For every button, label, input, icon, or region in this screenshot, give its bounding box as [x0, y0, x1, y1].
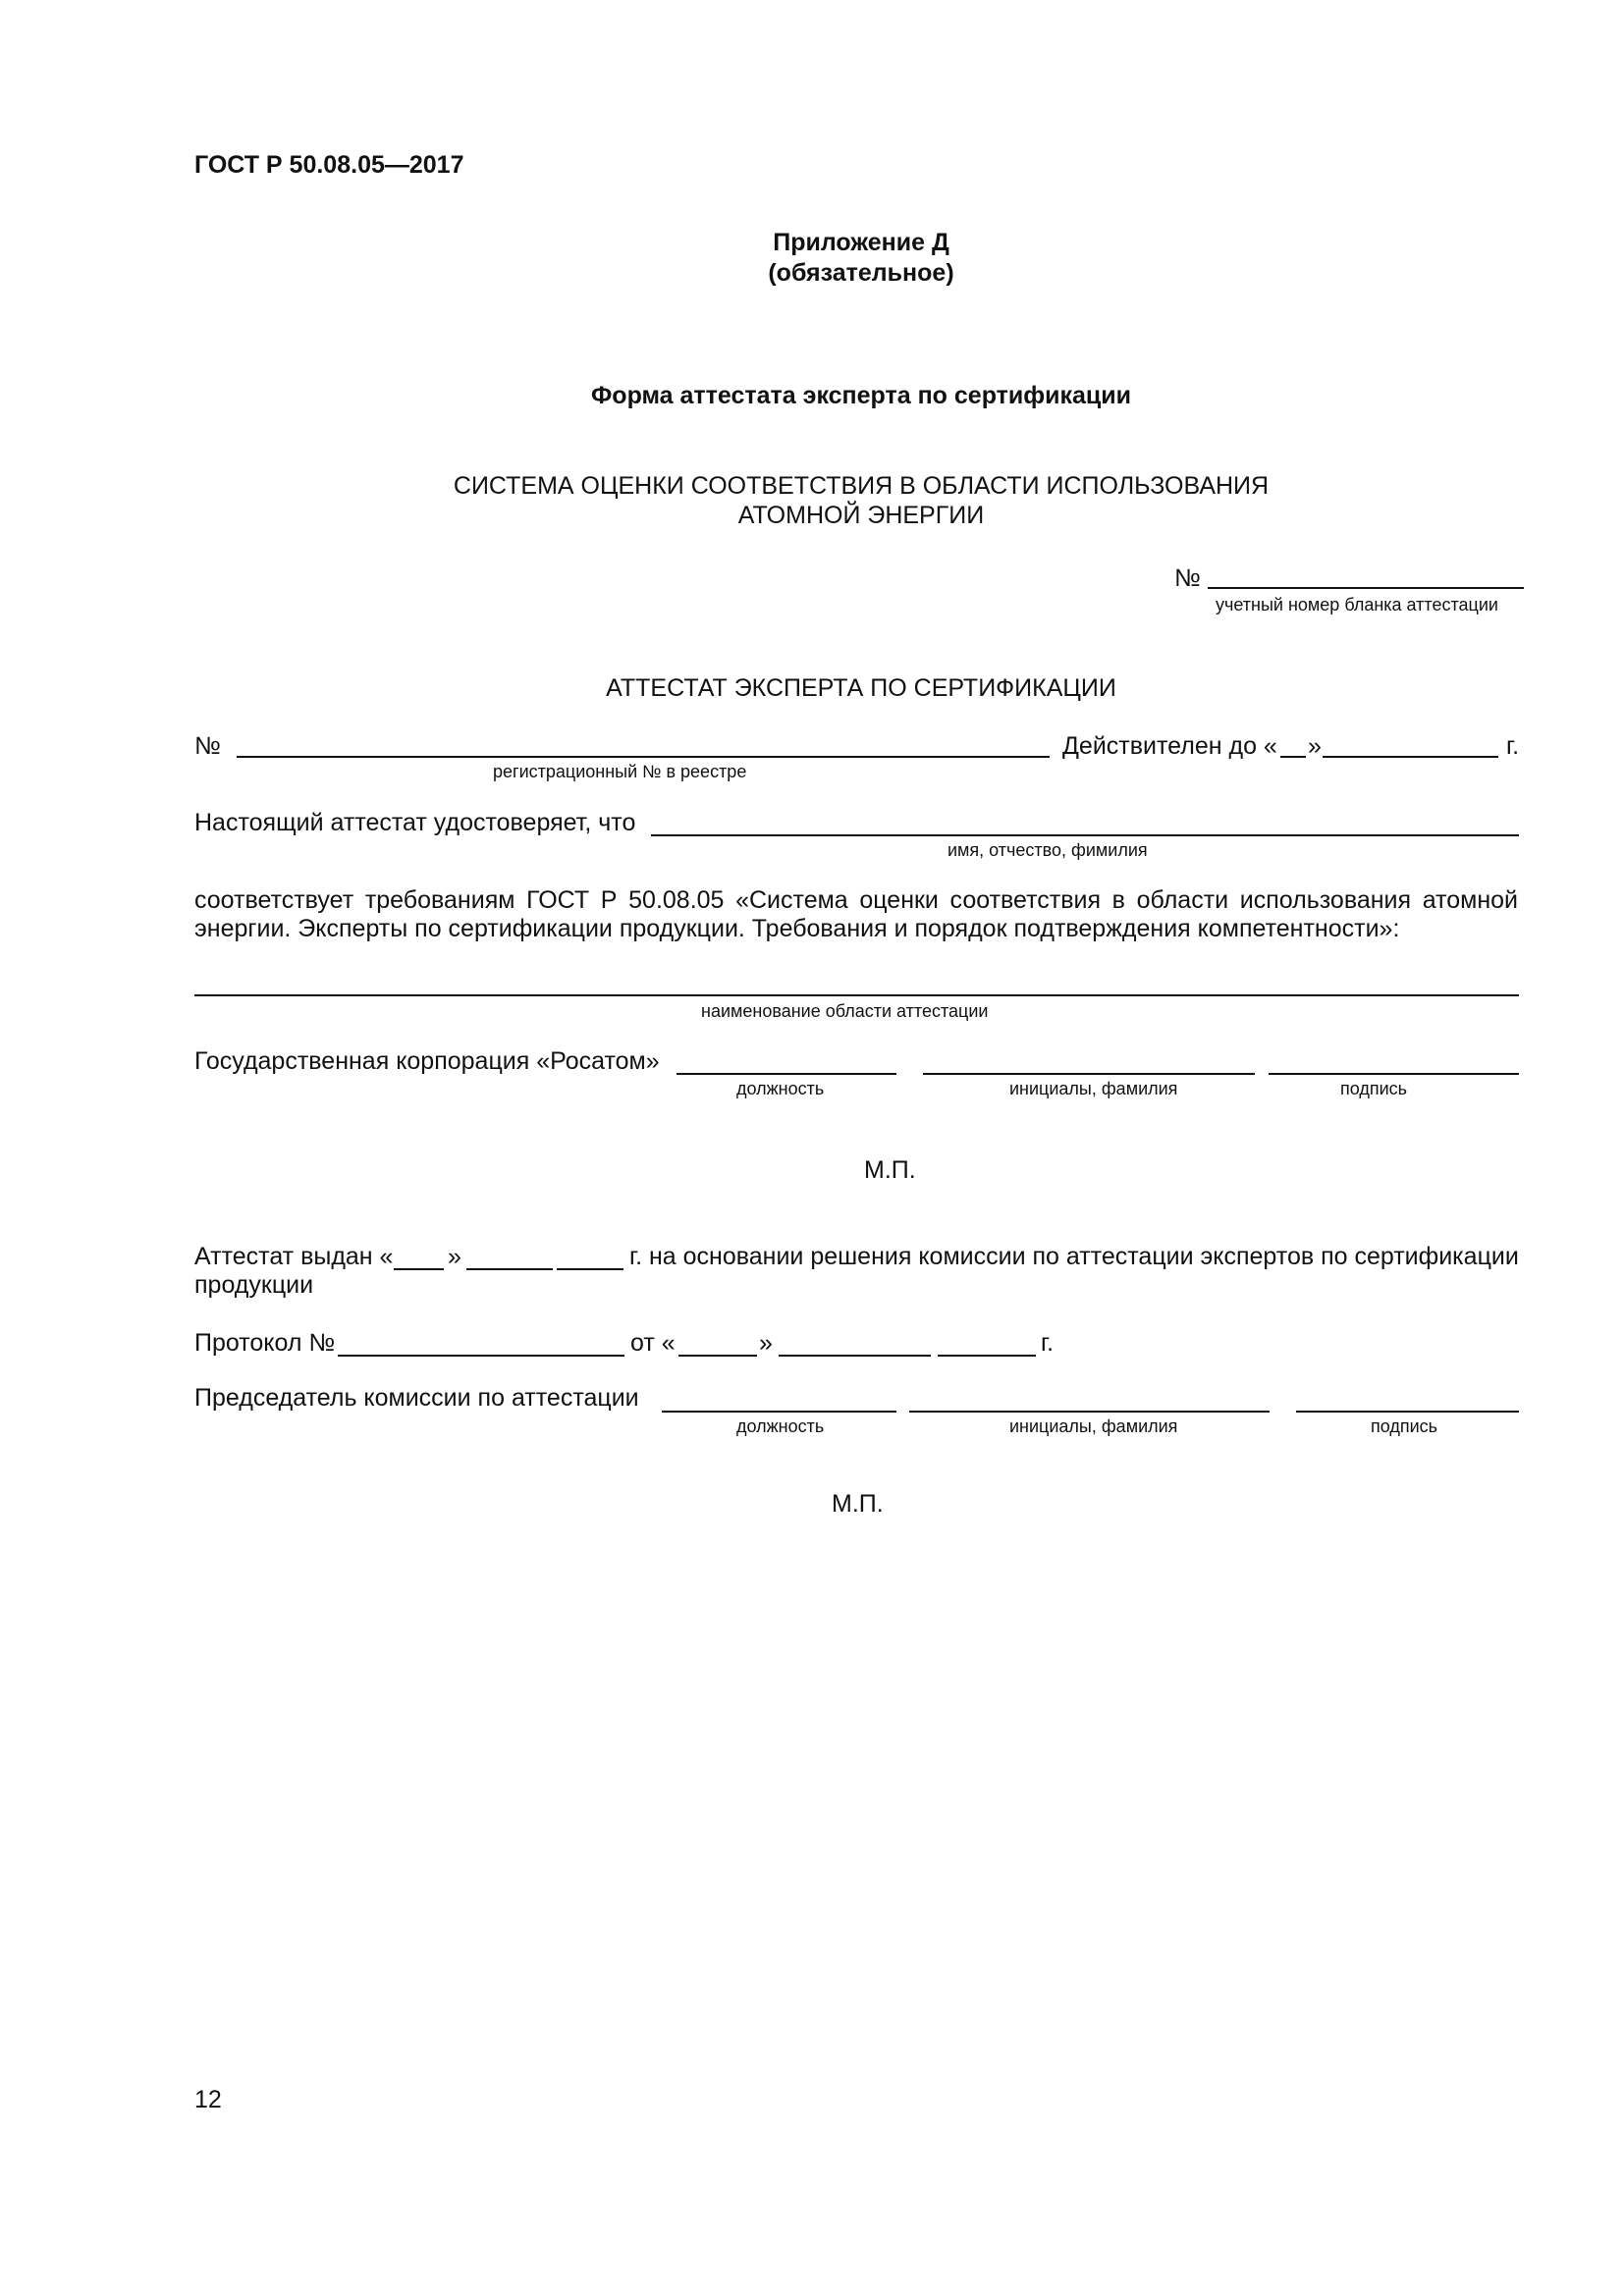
certifies-label: Настоящий аттестат удостоверяет, что [194, 809, 636, 836]
page-number: 12 [194, 2086, 222, 2113]
chairman-name-caption: инициалы, фамилия [1009, 1416, 1178, 1436]
standard-designation: ГОСТ Р 50.08.05—2017 [194, 151, 464, 179]
registration-number-line [237, 756, 1050, 758]
chairman-position-line [662, 1411, 896, 1413]
rosatom-name-line [923, 1073, 1255, 1075]
chairman-label: Председатель комиссии по аттестации [194, 1384, 639, 1412]
protocol-year-line [938, 1355, 1036, 1357]
system-title-line-2: АТОМНОЙ ЭНЕРГИИ [737, 502, 985, 529]
valid-until-month-line [1323, 756, 1498, 758]
protocol-from-label: от « [630, 1329, 676, 1357]
certifies-caption: имя, отчество, фимилия [947, 840, 1148, 860]
rosatom-signature-line [1269, 1073, 1519, 1075]
issued-label: Аттестат выдан « [194, 1243, 394, 1270]
registration-number-sign: № [194, 732, 221, 760]
system-title-line-1: СИСТЕМА ОЦЕНКИ СООТВЕТСТВИЯ В ОБЛАСТИ ИСПОЛЬЗОВАНИЯ [453, 472, 1270, 500]
registration-number-caption: регистрационный № в реестре [493, 762, 747, 781]
issued-day-line [394, 1268, 444, 1270]
valid-until-day-line [1280, 756, 1306, 758]
area-caption: наименование области аттестации [701, 1001, 989, 1021]
appendix-title: Приложение Д [773, 229, 949, 256]
protocol-day-line [678, 1355, 757, 1357]
issued-text: г. на основании решения комиссии по аттестации экспертов по сертификации [629, 1243, 1519, 1270]
certifies-name-line [651, 834, 1519, 836]
seal-mark-1: М.П. [864, 1156, 916, 1184]
protocol-year-suffix: г. [1041, 1329, 1055, 1357]
attestat-title: АТТЕСТАТ ЭКСПЕРТА ПО СЕРТИФИКАЦИИ [606, 674, 1116, 702]
issued-month-line [466, 1268, 553, 1270]
valid-until-year-suffix: г. [1506, 732, 1520, 760]
issued-close: » [448, 1243, 461, 1270]
rosatom-position-line [677, 1073, 896, 1075]
issued-continuation: продукции [194, 1271, 314, 1299]
form-title: Форма аттестата эксперта по сертификации [590, 382, 1132, 409]
chairman-name-line [909, 1411, 1270, 1413]
chairman-signature-caption: подпись [1371, 1416, 1438, 1436]
blank-number-sign: № [1174, 564, 1201, 592]
chairman-position-caption: должность [736, 1416, 825, 1436]
appendix-status: (обязательное) [768, 259, 954, 287]
protocol-from-close: » [759, 1329, 773, 1357]
blank-number-caption: учетный номер бланка аттестации [1216, 595, 1498, 614]
valid-until-close: » [1308, 732, 1322, 760]
rosatom-label: Государственная корпорация «Росатом» [194, 1047, 660, 1075]
area-line [194, 994, 1519, 996]
rosatom-position-caption: должность [736, 1079, 825, 1098]
protocol-label: Протокол № [194, 1329, 336, 1357]
seal-mark-2: М.П. [832, 1490, 884, 1518]
rosatom-name-caption: инициалы, фамилия [1009, 1079, 1178, 1098]
protocol-number-line [338, 1355, 624, 1357]
rosatom-signature-caption: подпись [1340, 1079, 1408, 1098]
compliance-paragraph: соответствует требованиям ГОСТ Р 50.08.05 «Система оценки соответствия в области использования атомной энергии. Эксперты по сертификации продукции. Требования и порядок подтверждения компетентности»: [194, 886, 1518, 942]
protocol-month-line [779, 1355, 931, 1357]
issued-year-line [557, 1268, 623, 1270]
valid-until-label: Действителен до « [1062, 732, 1277, 760]
chairman-signature-line [1296, 1411, 1519, 1413]
blank-number-line [1208, 587, 1524, 589]
